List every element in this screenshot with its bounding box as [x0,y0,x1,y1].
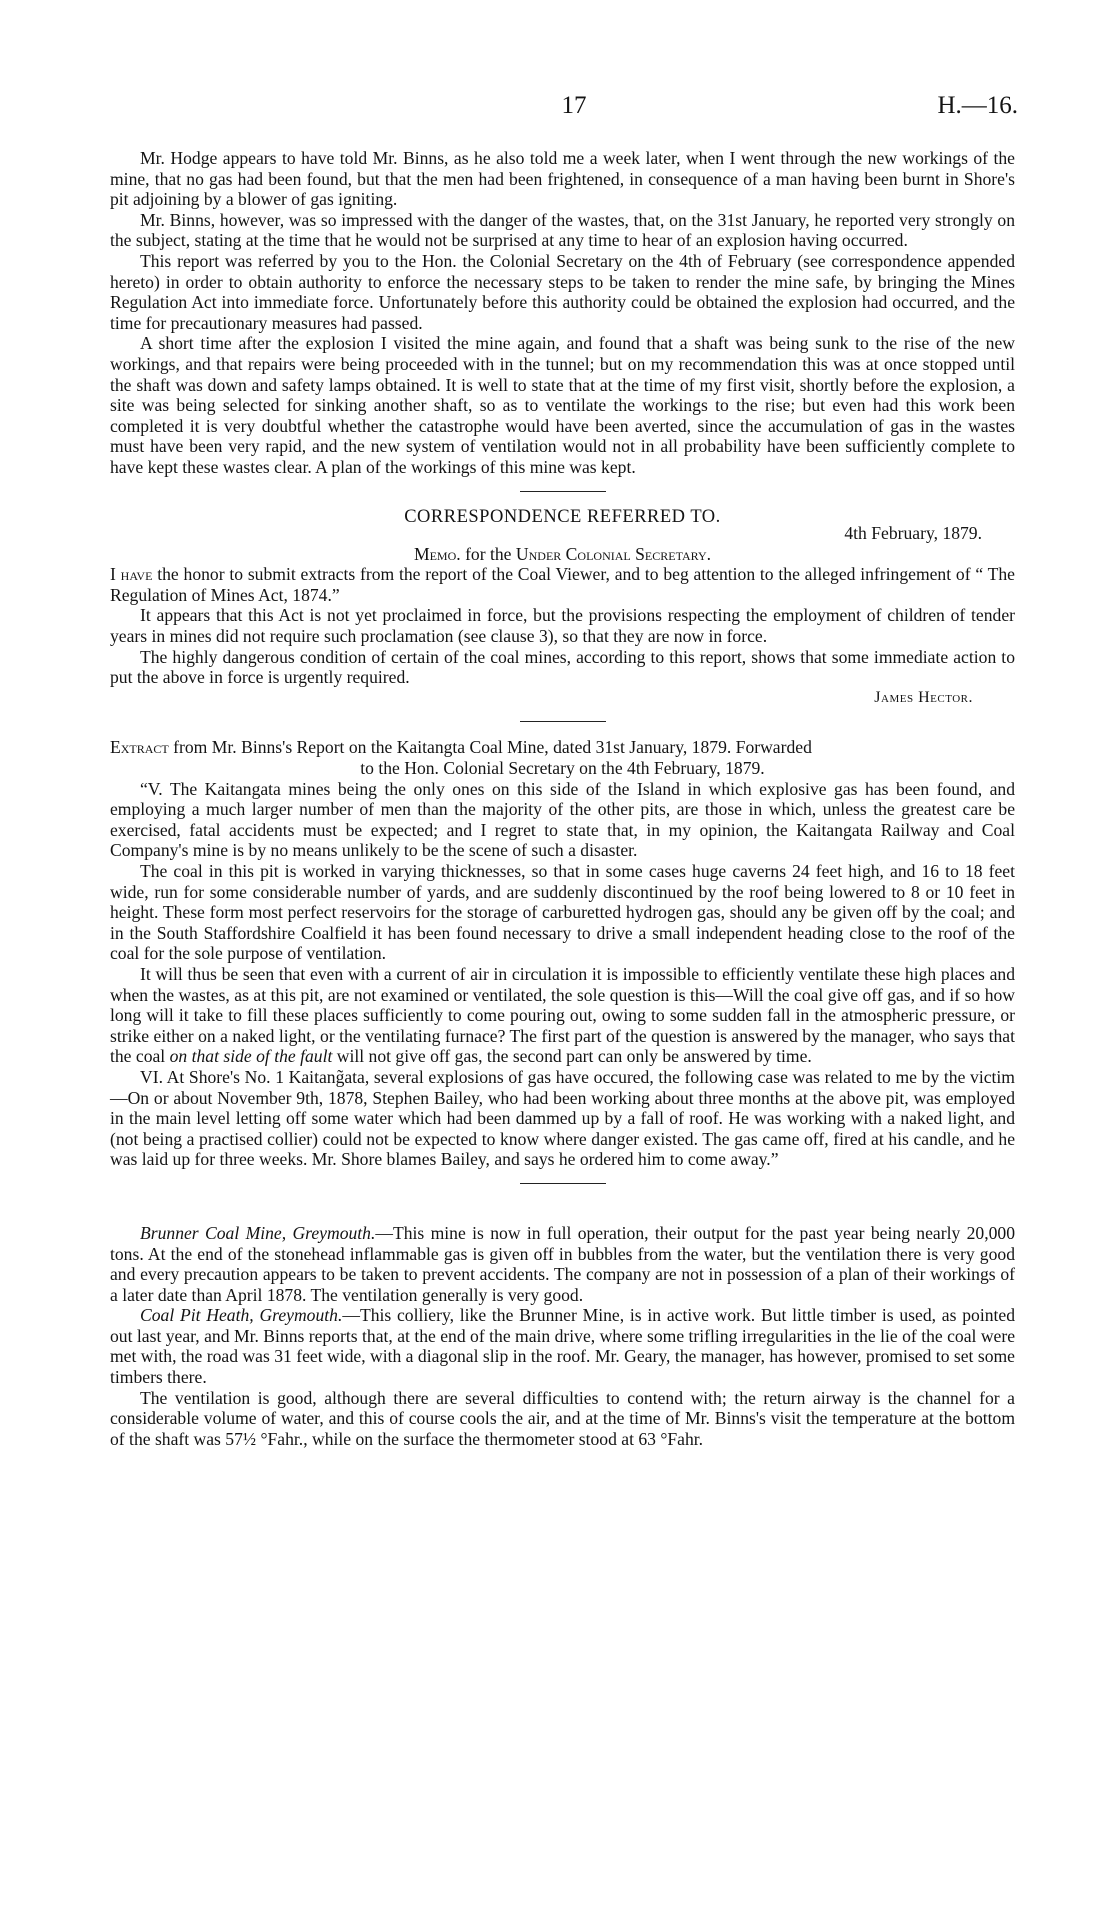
memo-for: for the [465,543,512,564]
page-header [130,92,1018,126]
memo-paragraph [110,564,1015,605]
section-divider [520,491,606,492]
mine-paragraph-brunner [110,1223,1015,1305]
page-number: 17 [561,92,587,119]
page-body [110,148,1015,1449]
paragraph: This report was referred by you to the Hon. the Colonial Secretary on the 4th of February (see correspondence appended hereto) in order to obtain authority to enforce the necessary steps to be taken to render the mine safe, by bringing the Mines Regulation Act into immediate force. Unfortunately before this authority could be obtained the explosion had occurred, and the time for precautionary measures had passed. [110,250,1015,333]
correspondence-heading: CORRESPONDENCE REFERRED TO. [404,506,721,527]
extract-text: It will thus be seen that even with a current of air in circulation it is impossible to efficiently ventilate these high places and when the wastes, as at this pit, are not examined or ventilated, the sole question is this—Will the coal give off gas, and if so how long will it take to fill these places sufficiently to come pouring out, owing to some sudden fall in the atmospheric pressure, or strike either on a naked light, or the ventilating furnace? The first part of the question is answered by the manager, who says that the coal [110,963,1015,1067]
memo-date: 4th February, 1879. [844,523,982,544]
memo-text: the honor to submit extracts from the report of the Coal Viewer, and to beg attention to the alleged infringement of “ The Regulation of Mines Act, 1874.” [110,564,1015,605]
section-divider [520,1183,606,1184]
document-reference: H.—16. [937,92,1018,119]
mine-paragraph-coal-pit-heath [110,1305,1015,1387]
memo-lead: I have [110,564,153,585]
section-divider [520,721,606,722]
mine-title: Coal Pit Heath, Greymouth. [140,1305,343,1326]
mine-text: —This colliery, like the Brunner Mine, is in active work. But little timber is used, as pointed out last year, and Mr. Binns reports that, at the end of the main drive, where some trifling irregularities in the lie of the coal were met with, the road was 31 feet wide, with a diagonal slip in the roof. Mr. Geary, the manager, has however, promised to set some timbers there. [110,1305,1016,1388]
memo-word: Memo. [413,543,461,564]
extract-line-2: to the Hon. Colonial Secretary on the 4th February, 1879. [360,758,765,779]
memo-addressee [110,544,1015,565]
spacer [110,1199,1015,1223]
mine-paragraph-ventilation: The ventilation is good, although there are several difficulties to contend with; the return airway is the channel for a considerable volume of water, and this of course cools the air, and at the time of Mr. Binns's visit the temperature at the bottom of the shaft was 57½ °Fahr., while on the surface the thermometer stood at 63 °Fahr. [110,1387,1015,1449]
mine-text: —This mine is now in full operation, their output for the past year being nearly 20,000 tons. At the end of the stonehead inflammable gas is given off in bubbles from the water, but the ventilation there is very good and every precaution appears to be taken to prevent accidents. The company are not in possession of a plan of their workings of a later date than April 1878. The ventilation generally is very good. [110,1222,1015,1305]
memo-paragraph: It appears that this Act is not yet proclaimed in force, but the provisions respecting the employment of children of tender years in mines did not require such proclamation (see clause 3), so that they are now in force. [110,605,1015,647]
paragraph: Mr. Hodge appears to have told Mr. Binns, as he also told me a week later, when I went through the new workings of the mine, that no gas had been found, but that the men had been frightened, in consequence of a man having been burnt in Shore's pit adjoining by a blower of gas igniting. [110,148,1015,210]
extract-paragraph: “V. The Kaitangata mines being the only ones on this side of the Island in which explosive gas has been found, and employing a much larger number of men than the majority of the other pits, are those in which, unless the greatest care be exercised, fatal accidents must be expected; and I regret to state that, in my opinion, the Kaitangata Railway and Coal Company's mine is by no means unlikely to be the scene of such a disaster. [110,778,1015,861]
memo-paragraph: The highly dangerous condition of certain of the coal mines, according to this report, shows that some immediate action to put the above in force is urgently required. [110,646,1015,688]
signature: James Hector. [874,688,973,706]
memo-to: Under Colonial Secretary. [515,543,712,564]
extract-paragraph: VI. At Shore's No. 1 Kaitang̃ata, several explosions of gas have occured, the following case was related to me by the victim—On or about November 9th, 1878, Stephen Bailey, who had been working about three months at the above pit, was employed in the main level letting off some water which had been dammed up by a fall of roof. He was working with a naked light, and (not being a practised collier) could not be expected to know where danger existed. The gas came off, fired at his candle, and he was laid up for three weeks. Mr. Shore blames Bailey, and says he ordered him to come away.” [110,1066,1015,1170]
extract-lead: Extract [110,737,169,758]
extract-paragraph: The coal in this pit is worked in varying thicknesses, so that in some cases huge caverns 24 feet high, and 16 to 18 feet wide, run for some considerable number of yards, and are suddenly discontinued by the roof being lowered to 8 or 10 feet in height. These form most perfect reservoirs for the storage of carburetted hydrogen gas, should any be given off by the coal; and in the South Staffordshire Coalfield it has been found necessary to drive a small independent heading close to the roof of the coal for the sole purpose of ventilation. [110,861,1015,964]
mine-title: Brunner Coal Mine, Greymouth. [140,1222,376,1243]
paragraph: A short time after the explosion I visited the mine again, and found that a shaft was being sunk to the rise of the new workings, and that repairs were being proceeded with in the tunnel; but on my recommendation this was at once stopped until the shaft was down and safety lamps obtained. It is well to state that at the time of my first visit, shortly before the explosion, a site was being selected for sinking another shaft, so as to ventilate the workings to the rise; but even had this work been completed it is very doubtful whether the catastrophe would have been averted, since the accumulation of gas in the wastes must have been very rapid, and the new system of ventilation would not in all probability have been sufficiently complete to have kept these wastes clear. A plan of the workings of this mine was kept. [110,333,1015,477]
extract-text: will not give off gas, the second part can only be answered by time. [336,1046,812,1067]
extract-italic-text: on that side of the fault [169,1046,333,1067]
paragraph: Mr. Binns, however, was so impressed with the danger of the wastes, that, on the 31st January, he reported very strongly on the subject, stating at the time that he would not be surprised at any time to hear of an explosion having occurred. [110,209,1015,251]
extract-paragraph [110,964,1015,1067]
extract-line-1: from Mr. Binns's Report on the Kaitangta Coal Mine, dated 31st January, 1879. Forwarded [173,737,812,758]
extract-heading [110,737,1015,778]
